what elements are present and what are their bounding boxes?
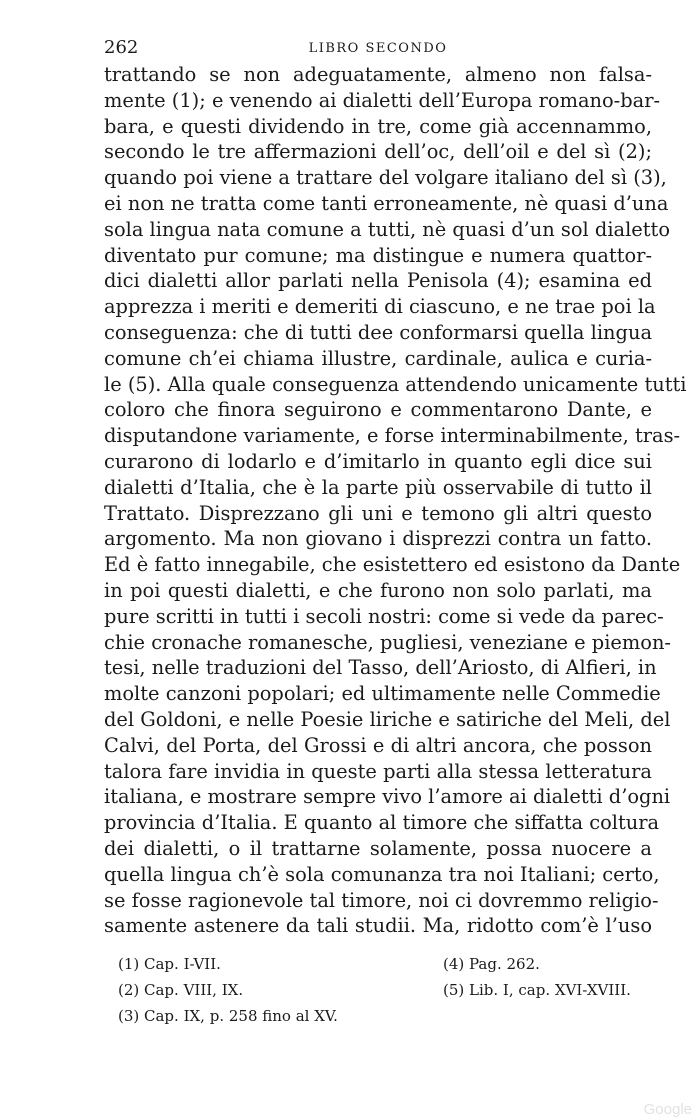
text-line: italiana, e mostrare sempre vivo l’amore ai dialetti d’ogni: [104, 785, 671, 809]
text-line: dialetti d’Italia, che è la parte più osservabile di tutto il: [104, 475, 652, 499]
text-line: Calvi, del Porta, del Grossi e di altri ancora, che posson: [104, 733, 652, 757]
footnotes: [118, 951, 658, 1029]
page-number: 262: [104, 37, 139, 58]
text-line: disputandone variamente, e forse interminabilmente, tras-: [104, 424, 681, 448]
text-line: conseguenza: che di tutti dee conformarsi quella lingua: [104, 320, 652, 344]
text-line: molte canzoni popolari; ed ultimamente nelle Commedie: [104, 682, 661, 706]
text-line: quando poi viene a trattare del volgare italiano del sì (3),: [104, 166, 667, 190]
text-line: quella lingua ch’è sola comunanza tra noi Italiani; certo,: [104, 862, 660, 886]
text-line: diventato pur comune; ma distingue e numera quattor-: [104, 243, 652, 267]
text-line: samente astenere da tali studii. Ma, ridotto com’è l’uso: [104, 914, 652, 938]
footnote-2: (2) Cap. VIII, IX.: [118, 981, 244, 999]
text-line: apprezza i meriti e demeriti di ciascuno, e ne trae poi la: [104, 295, 656, 319]
text-line: sola lingua nata comune a tutti, nè quasi d’un sol dialetto: [104, 217, 671, 241]
text-line: chie cronache romanesche, pugliesi, veneziane e piemon-: [104, 630, 671, 654]
page-header: [104, 36, 652, 60]
text-line: in poi questi dialetti, e che furono non solo parlati, ma: [104, 578, 652, 602]
text-line: comune ch’ei chiama illustre, cardinale, aulica e curia-: [104, 346, 652, 370]
running-title: LIBRO SECONDO: [308, 41, 448, 56]
text-line: trattando se non adeguatamente, almeno non falsa-: [104, 63, 652, 86]
footnote-1: (1) Cap. I-VII.: [118, 955, 221, 973]
text-line: talora fare invidia in queste parti alla stessa letteratura: [104, 759, 652, 783]
text-line: del Goldoni, e nelle Poesie liriche e satiriche del Meli, del: [104, 707, 671, 731]
text-line: le (5). Alla quale conseguenza attendendo unicamente tutti: [104, 372, 687, 396]
text-line: dici dialetti allor parlati nella Penisola (4); esamina ed: [104, 269, 652, 293]
footnote-4: (4) Pag. 262.: [443, 955, 540, 973]
footnote-3: (3) Cap. IX, p. 258 fino al XV.: [118, 1007, 338, 1025]
text-line: ei non ne tratta come tanti erroneamente, nè quasi d’una: [104, 191, 669, 215]
body-text: [104, 62, 687, 939]
text-line: curarono di lodarlo e d’imitarlo in quanto egli dice sui: [104, 449, 652, 473]
text-line: coloro che finora seguirono e commentarono Dante, e: [104, 398, 652, 422]
text-line: provincia d’Italia. E quanto al timore che siffatta coltura: [104, 811, 660, 835]
watermark: Google: [643, 1101, 692, 1118]
text-line: argomento. Ma non giovano i disprezzi contra un fatto.: [104, 527, 652, 551]
text-line: Trattato. Disprezzano gli uni e temono gli altri questo: [104, 501, 652, 525]
text-line: dei dialetti, o il trattarne solamente, possa nuocere a: [104, 836, 652, 860]
text-line: se fosse ragionevole tal timore, noi ci dovremmo religio-: [104, 888, 659, 912]
footnote-5: (5) Lib. I, cap. XVI-XVIII.: [443, 981, 631, 999]
text-line: bara, e questi dividendo in tre, come già accennammo,: [104, 114, 652, 138]
text-line: tesi, nelle traduzioni del Tasso, dell’Ariosto, di Alfieri, in: [104, 656, 657, 680]
text-line: pure scritti in tutti i secoli nostri: come si vede da parec-: [104, 604, 664, 628]
text-line: mente (1); e venendo ai dialetti dell’Europa romano-bar-: [104, 88, 661, 112]
text-line: secondo le tre affermazioni dell’oc, dell’oil e del sì (2);: [104, 140, 652, 164]
text-line: Ed è fatto innegabile, che esistettero ed esistono da Dante: [104, 553, 681, 577]
